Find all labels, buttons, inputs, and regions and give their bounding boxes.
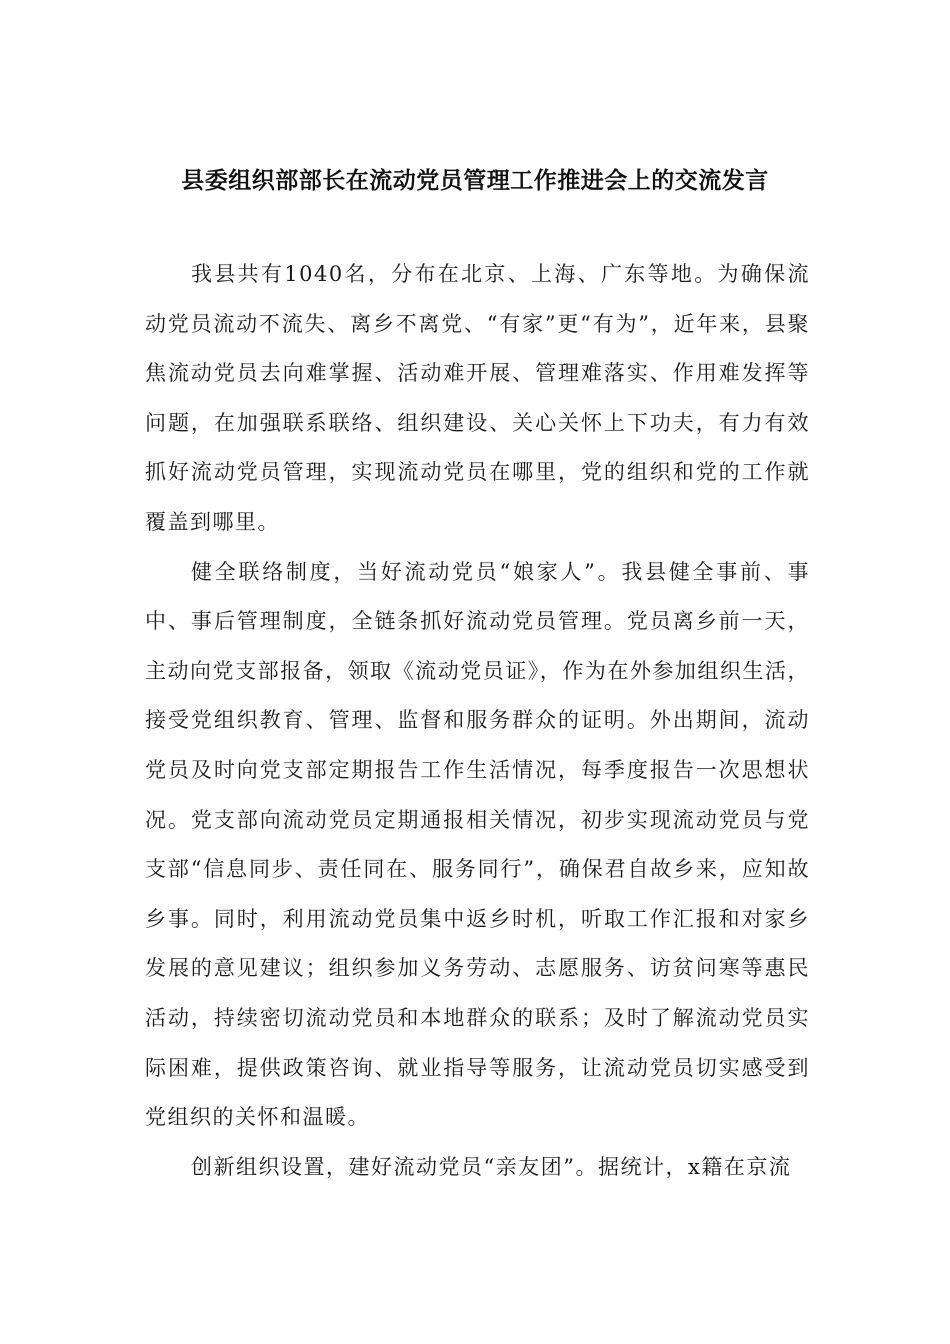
document-title: 县委组织部部长在流动党员管理工作推进会上的交流发言 xyxy=(181,167,769,194)
paragraph-organization-setup: 创新组织设置，建好流动党员“亲友团”。据统计，x籍在京流 xyxy=(191,1154,792,1179)
paragraph-liaison-system: 健全联络制度，当好流动党员“娘家人”。我县健全事前、事中、事后管理制度，全链条抓好流动党员管理。党员离乡前一天，主动向党支部报备，领取《流动党员证》，作为在外参加组织生活，接受党组织教育、管理、监督和服务群众的证明。外出期间，流动党员及时向党支部定期报告工作生活情况，每季度报告一次思想状况。党支部向流动党员定期通报相关情况，初步实现流动党员与党支部“信息同步、责任同在、服务同行”，确保君自故乡来，应知故乡事。同时，利用流动党员集中返乡时机，听取工作汇报和对家乡发展的意见建议；组织参加义务劳动、志愿服务、访贫问寒等惠民活动，持续密切流动党员和本地群众的联系；及时了解流动党员实际困难，提供政策咨询、就业指导等服务，让流动党员切实感受到党组织的关怀和温暖。 xyxy=(145,559,810,1130)
document-body xyxy=(145,250,810,1192)
paragraph-intro: 我县共有1040名，分布在北京、上海、广东等地。为确保流动党员流动不流失、离乡不离党、“有家”更“有为”，近年来，县聚焦流动党员去向难掌握、活动难开展、管理难落实、作用难发挥等问题，在加强联系联络、组织建设、关心关怀上下功夫，有力有效抓好流动党员管理，实现流动党员在哪里，党的组织和党的工作就覆盖到哪里。 xyxy=(145,262,810,534)
